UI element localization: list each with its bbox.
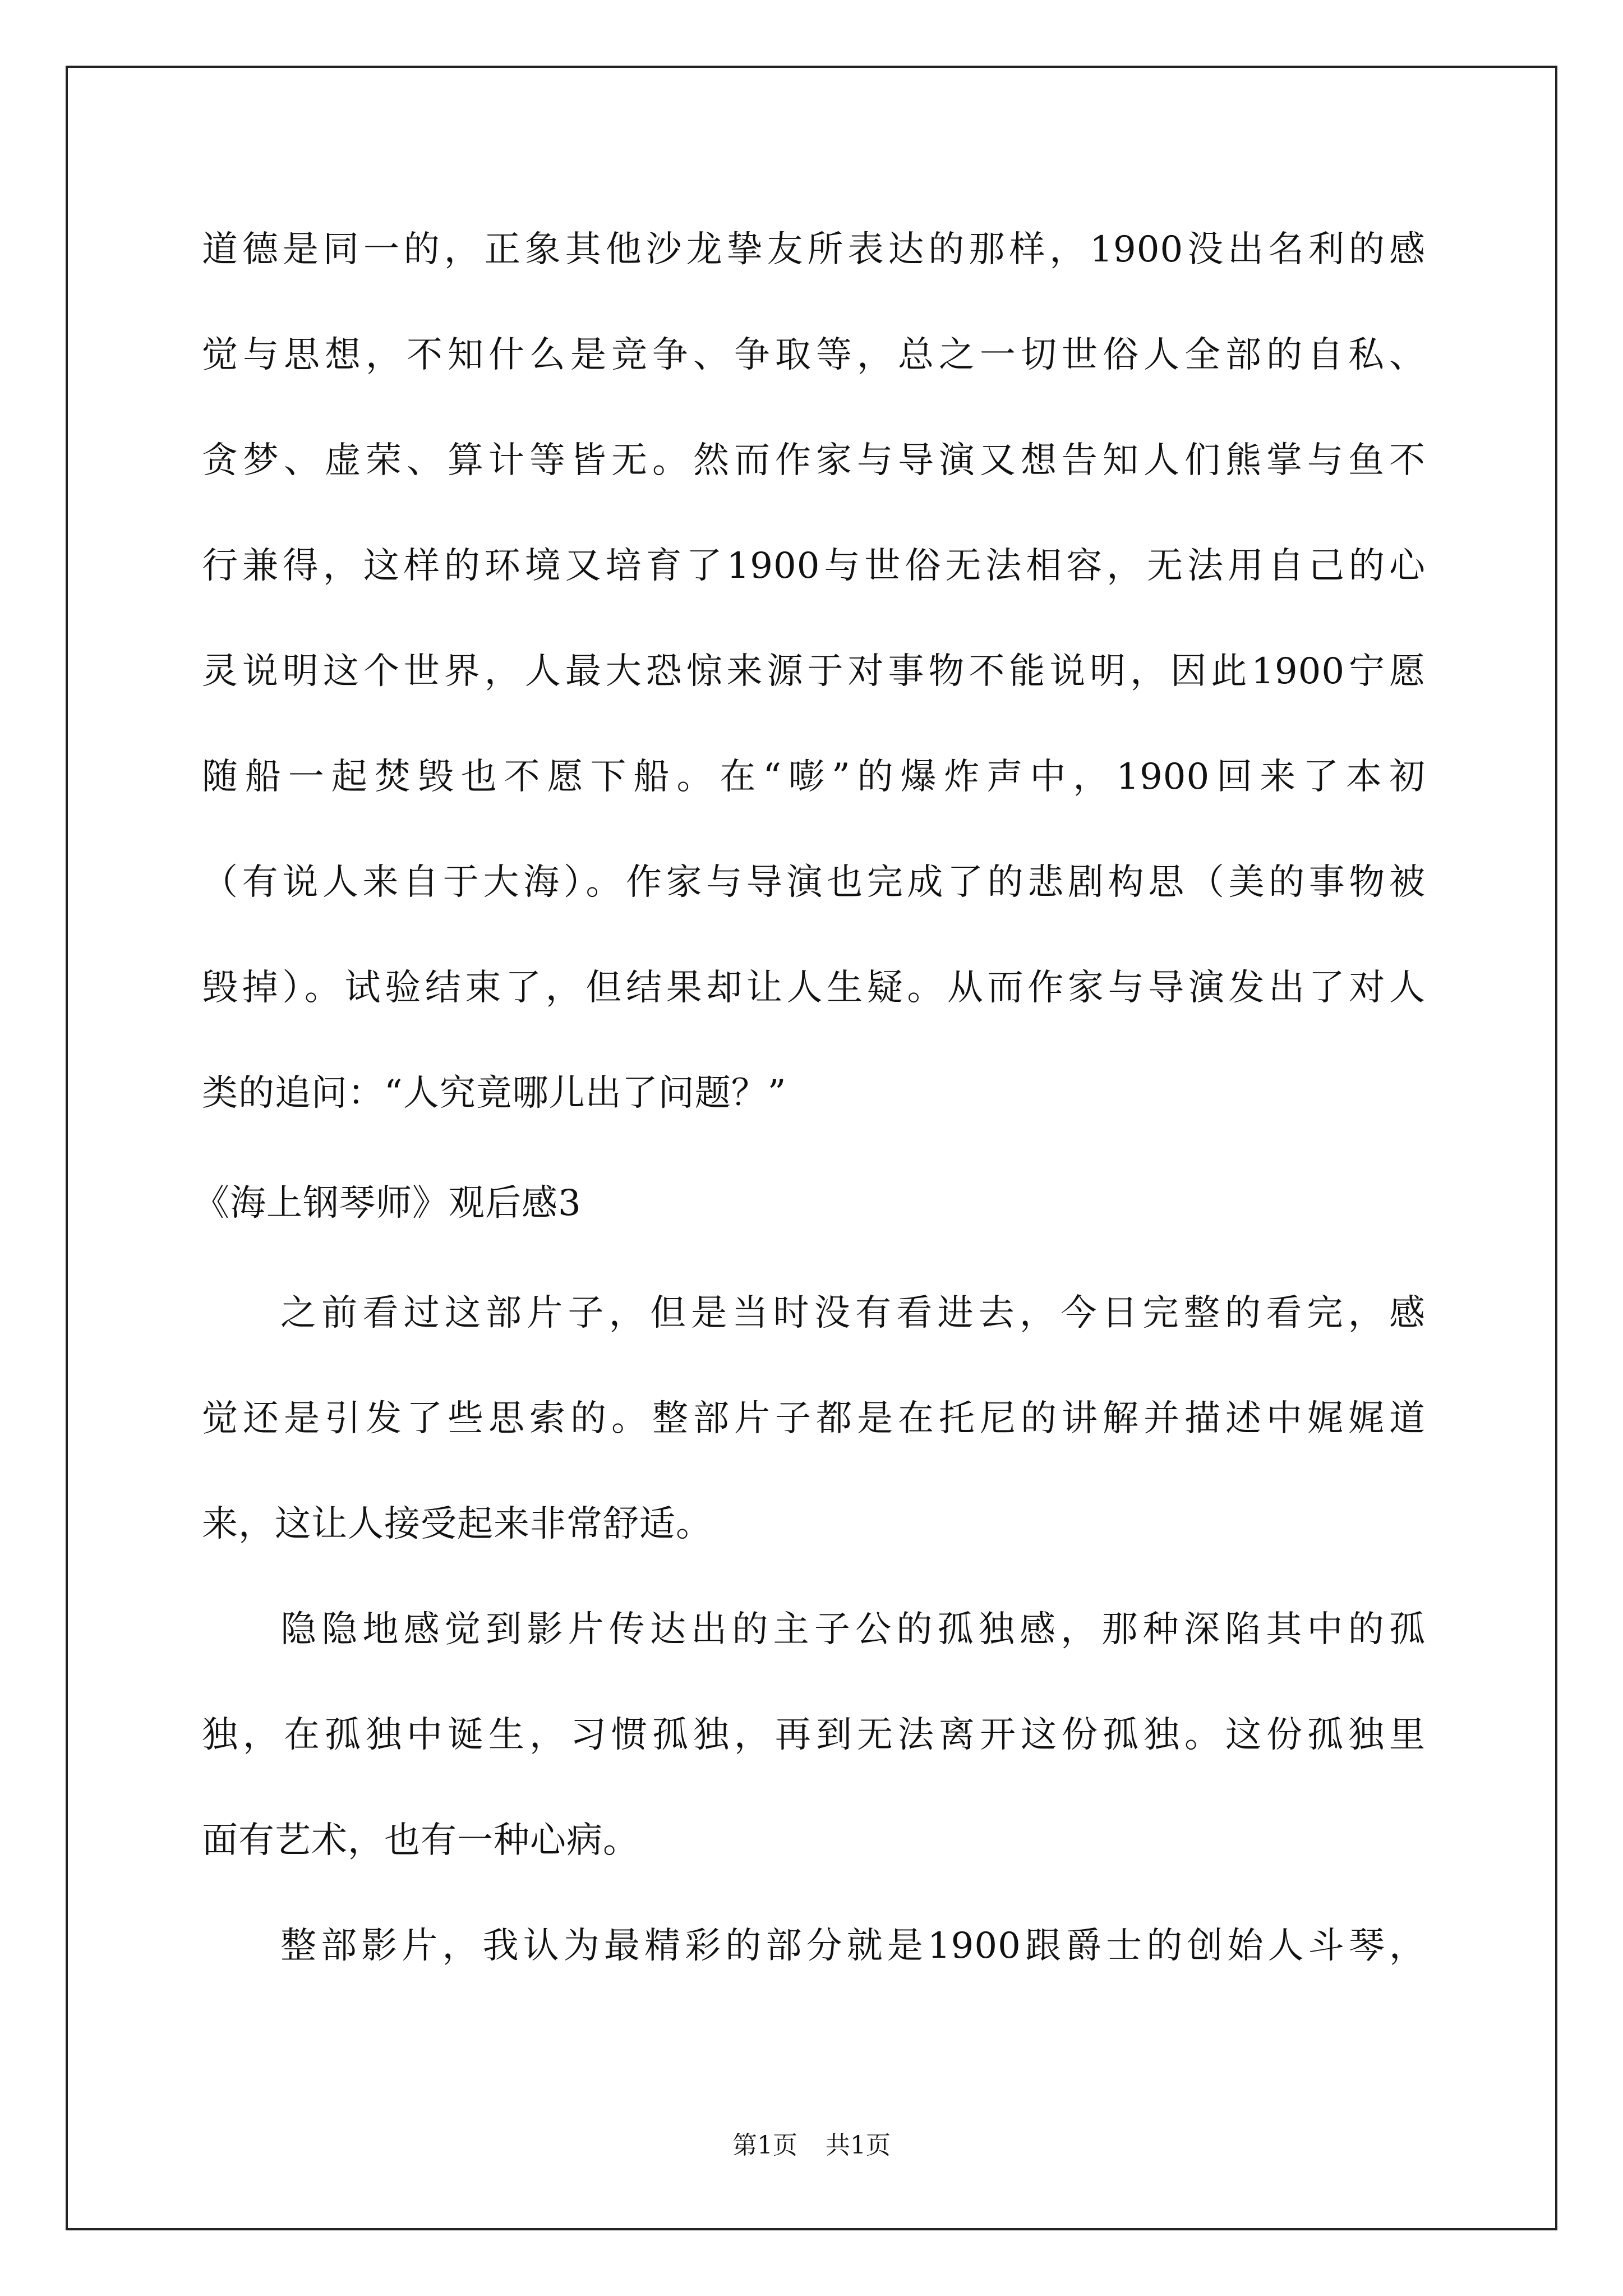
paragraph-line: 面有艺术，也有一种心病。 — [202, 1820, 639, 1861]
paragraph-line: 整部影片，我认为最精彩的部分就是1900跟爵士的创始人斗琴， — [280, 1925, 1426, 1967]
page-footer — [0, 2129, 1623, 2162]
text-line: 毁掉）。试验结束了，但结果却让人生疑。从而作家与导演发出了对人 — [202, 967, 1426, 1009]
text-line: 随船一起焚毁也不愿下船。在“嘭”的爆炸声中，1900回来了本初 — [202, 756, 1426, 798]
paragraph-line: 隐隐地感觉到影片传达出的主子公的孤独感，那种深陷其中的孤 — [280, 1609, 1426, 1650]
paragraph-line: 来，这让人接受起来非常舒适。 — [202, 1503, 712, 1545]
section-title: 《海上钢琴师》观后感3 — [193, 1182, 582, 1224]
text-line: 觉与思想，不知什么是竞争、争取等，总之一切世俗人全部的自私、 — [202, 334, 1426, 376]
text-line: 类的追问：“人究竟哪儿出了问题？” — [202, 1073, 787, 1114]
text-line: 贪梦、虚荣、算计等皆无。然而作家与导演又想告知人们熊掌与鱼不 — [202, 440, 1426, 481]
text-line: 灵说明这个世界，人最大恐惊来源于对事物不能说明，因此1900宁愿 — [202, 651, 1426, 692]
page-border — [66, 66, 1557, 2230]
page-number-total: 共1页 — [826, 2131, 891, 2160]
paragraph-line: 觉还是引发了些思索的。整部片子都是在托尼的讲解并描述中娓娓道 — [202, 1398, 1426, 1439]
text-line: 道德是同一的，正象其他沙龙挚友所表达的那样，1900没出名利的感 — [202, 229, 1426, 270]
text-line: （有说人来自于大海）。作家与导演也完成了的悲剧构思（美的事物被 — [202, 862, 1426, 903]
paragraph-line: 之前看过这部片子，但是当时没有看进去，今日完整的看完，感 — [280, 1292, 1426, 1334]
paragraph-line: 独，在孤独中诞生，习惯孤独，再到无法离开这份孤独。这份孤独里 — [202, 1714, 1426, 1756]
text-line: 行兼得，这样的环境又培育了1900与世俗无法相容，无法用自己的心 — [202, 545, 1426, 587]
page-number-current: 第1页 — [732, 2131, 797, 2160]
